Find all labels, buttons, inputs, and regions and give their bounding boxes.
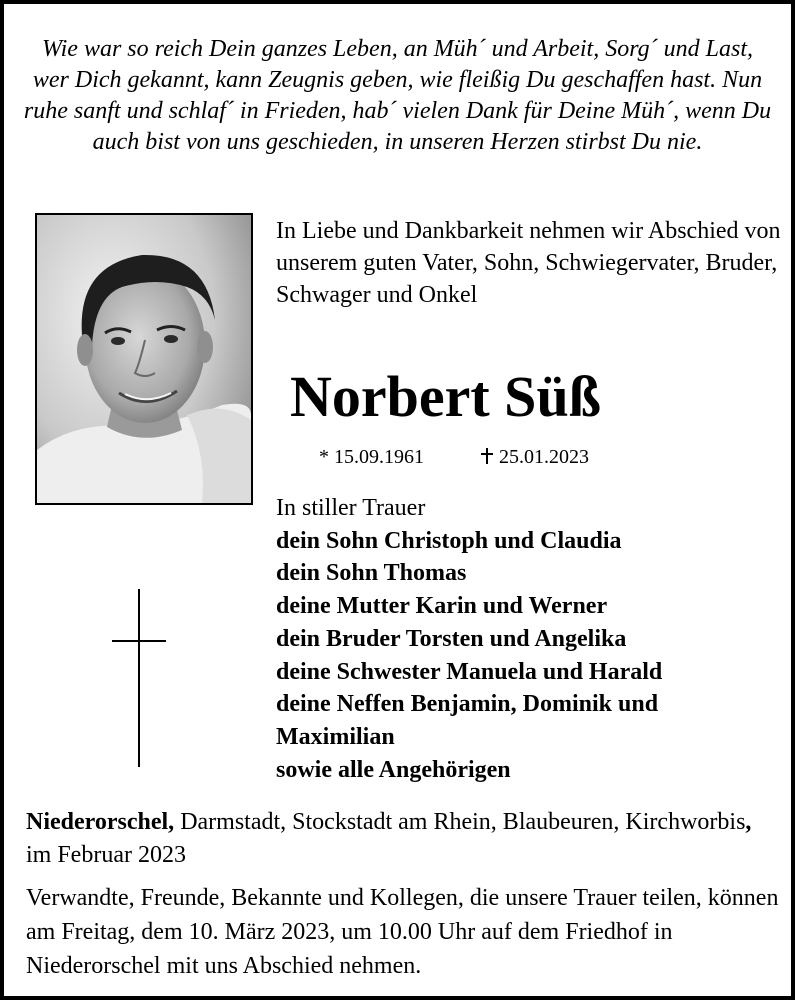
intro-text: In Liebe und Dankbarkeit nehmen wir Abschied von unserem guten Vater, Sohn, Schwiegervater, Bruder, Schwager und Onkel (276, 218, 781, 308)
funeral-info: Verwandte, Freunde, Bekannte und Kollegen, die unsere Trauer teilen, können am Freitag, dem 10. März 2023, um 10.00 Uhr auf dem Friedhof in Niederorschel mit uns Abschied nehmen. (26, 885, 779, 979)
place-and-date (26, 806, 781, 872)
other-places: Darmstadt, Stockstadt am Rhein, Blaubeuren, Kirchworbis (180, 809, 746, 835)
mourner-line: deine Mutter Karin und Werner (276, 593, 608, 620)
death-date: 25.01.2023 (499, 446, 589, 468)
birth-date: * 15.09.1961 (319, 446, 424, 468)
mourner-line: deine Neffen Benjamin, Dominik und Maximilian (276, 691, 659, 750)
notice-date: im Februar 2023 (26, 842, 186, 868)
cross-icon (481, 448, 493, 464)
mourners-list (276, 492, 781, 786)
life-dates (319, 444, 589, 470)
main-place: Niederorschel, (26, 809, 175, 835)
mourner-line: dein Sohn Thomas (276, 560, 467, 587)
place-comma: , (745, 809, 752, 835)
mourner-line: dein Sohn Christoph und Claudia (276, 527, 622, 554)
portrait-photo (35, 213, 253, 505)
mourner-line: sowie alle Angehörigen (276, 756, 511, 783)
death-date-group (481, 446, 589, 468)
mourners-heading: In stiller Trauer (276, 495, 426, 521)
mourner-line: deine Schwester Manuela und Harald (276, 658, 663, 685)
memorial-cross-icon (112, 589, 166, 767)
portrait-image (37, 215, 251, 503)
memorial-poem: Wie war so reich Dein ganzes Leben, an Müh´ und Arbeit, Sorg´ und Last, wer Dich gekannt, kann Zeugnis geben, wie fleißig Du geschaffen hast. Nun ruhe sanft und schlaf´ in Frieden, hab´ vielen Dank für Deine Müh´, wenn Du auch bist von uns geschieden, in unseren Herzen stirbst Du nie. (23, 36, 772, 155)
deceased-name: Norbert Süß (290, 364, 601, 429)
mourner-line: dein Bruder Torsten und Angelika (276, 625, 627, 652)
